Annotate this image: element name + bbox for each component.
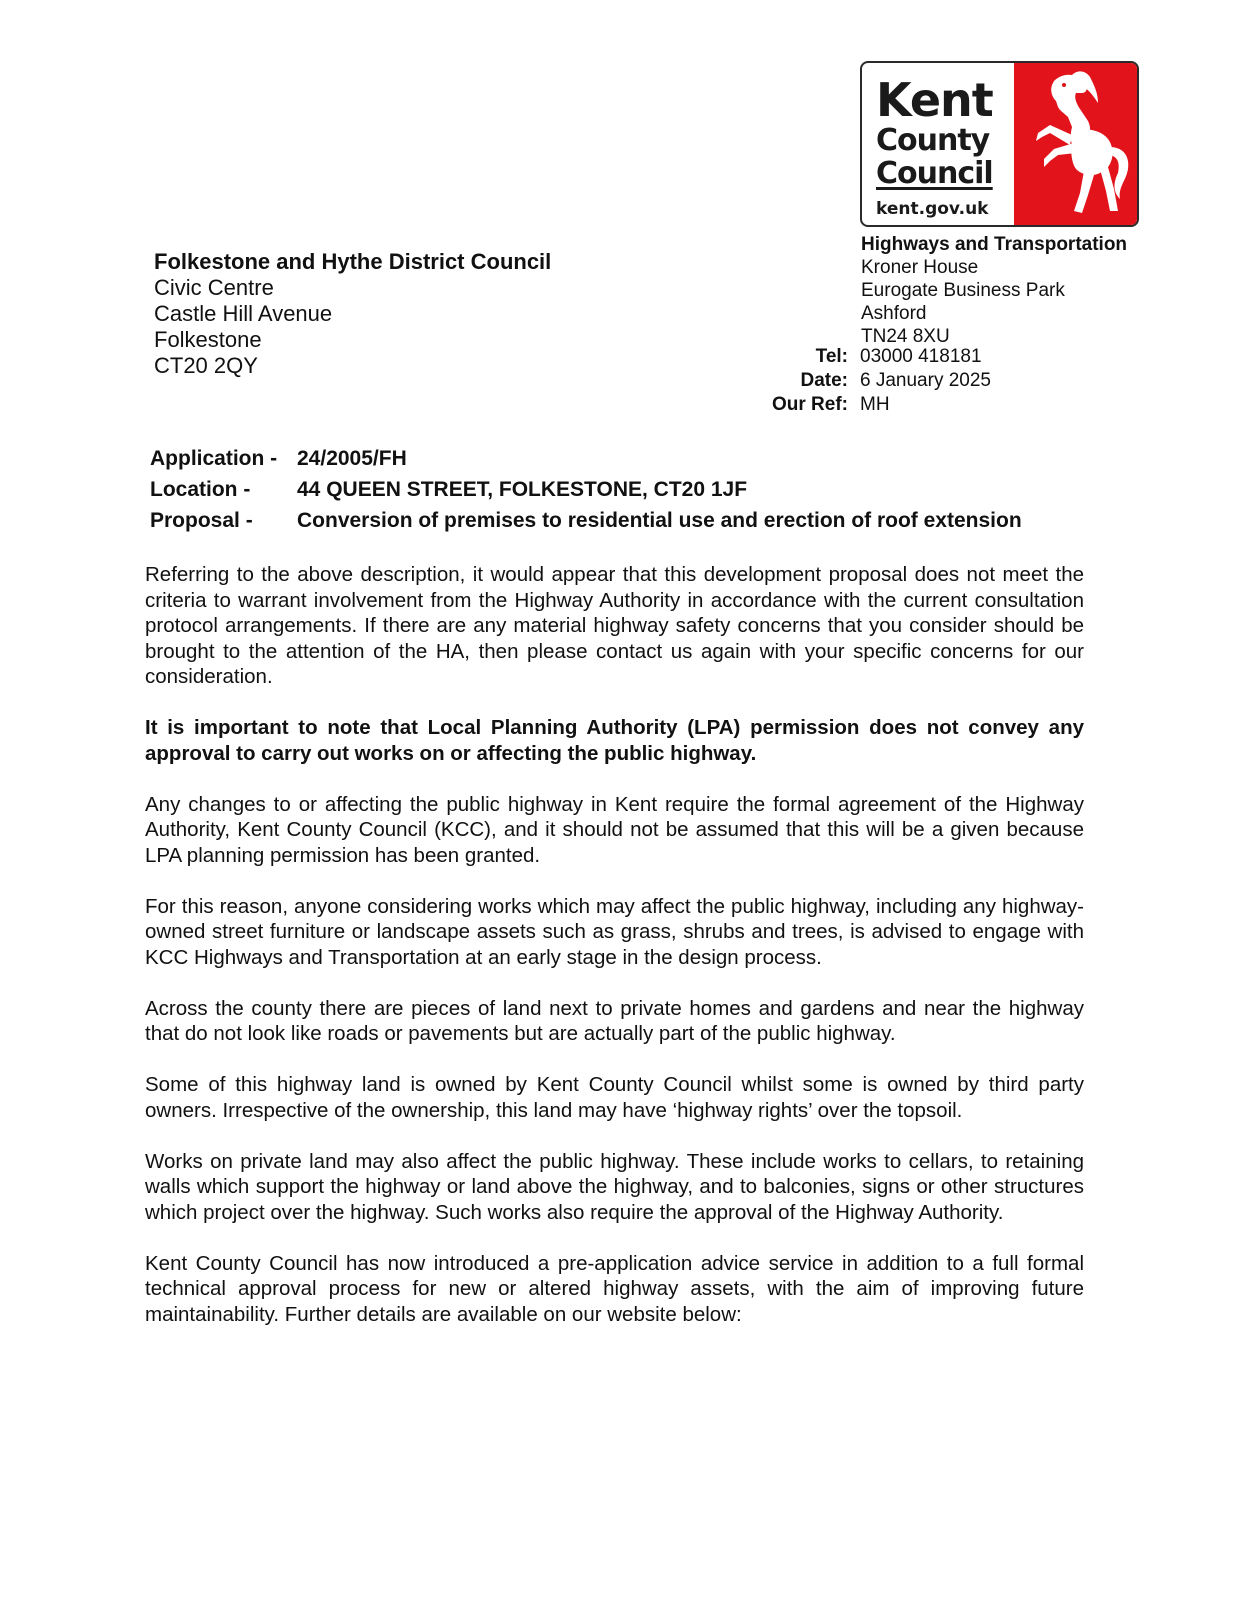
meta-ref — [700, 393, 1160, 417]
location-label: Location - — [150, 478, 251, 501]
body-paragraph: Across the county there are pieces of land next to private homes and gardens and near the highway that do not look like roads or pavements but are actually part of the public highway. — [145, 996, 1084, 1045]
body-paragraph: Kent County Council has now introduced a pre-application advice service in addition to a full formal technical approval process for new or altered highway assets, with the aim of improving future maintainability. Further details are available on our website below: — [145, 1251, 1084, 1326]
location-row — [150, 474, 1022, 505]
meta-value: 6 January 2025 — [860, 370, 991, 391]
sender-line: Ashford — [861, 303, 927, 324]
sender-line: Kroner House — [861, 257, 979, 278]
application-value: 24/2005/FH — [297, 447, 407, 470]
sender-address — [861, 233, 1127, 348]
recipient-line: Civic Centre — [154, 275, 274, 300]
proposal-value: Conversion of premises to residential use and erection of roof extension — [297, 509, 1022, 532]
location-value: 44 QUEEN STREET, FOLKESTONE, CT20 1JF — [297, 478, 748, 501]
meta-label: Tel: — [815, 346, 848, 367]
meta-date — [700, 369, 1160, 393]
meta-value: MH — [860, 394, 890, 415]
logo-line-county: County — [876, 123, 990, 158]
meta-value: 03000 418181 — [860, 346, 982, 367]
application-details — [150, 443, 1022, 536]
proposal-label: Proposal - — [150, 509, 253, 532]
body-paragraph: Works on private land may also affect the public highway. These include works to cellars, to retaining walls which support the highway or land above the highway, and to balconies, signs or other structures which project over the highway. Such works also require the approval of the Highway Authority. — [145, 1149, 1084, 1224]
body-paragraph: Referring to the above description, it would appear that this development proposal does not meet the criteria to warrant involvement from the Highway Authority in accordance with the current consultation protocol arrangements. If there are any material highway safety concerns that you consider should be brought to the attention of the HA, then please contact us again with your specific concerns for our consideration. — [145, 563, 1084, 688]
sender-line: Eurogate Business Park — [861, 280, 1065, 301]
recipient-line: CT20 2QY — [154, 353, 258, 378]
recipient-line: Folkestone — [154, 327, 262, 352]
invicta-horse-icon — [1014, 63, 1139, 225]
body-paragraph: Any changes to or affecting the public highway in Kent require the formal agreement of the Highway Authority, Kent County Council (KCC), and it should not be assumed that this will be a given because LPA planning permission has been granted. — [145, 792, 1084, 867]
application-row — [150, 443, 1022, 474]
proposal-row — [150, 505, 1022, 536]
application-label: Application - — [150, 447, 278, 470]
sender-department: Highways and Transportation — [861, 234, 1128, 255]
logo-line-council: Council — [876, 156, 993, 191]
recipient-line: Castle Hill Avenue — [154, 301, 333, 326]
meta-tel — [700, 345, 1160, 369]
logo-wordmark — [876, 73, 996, 219]
letter-meta — [700, 345, 1160, 417]
recipient-name: Folkestone and Hythe District Council — [154, 249, 552, 274]
meta-label: Date: — [800, 370, 848, 391]
important-note-paragraph: It is important to note that Local Planning Authority (LPA) permission does not convey any approval to carry out works on or affecting the public highway. — [145, 716, 1084, 765]
kcc-logo — [860, 61, 1139, 227]
logo-line-kent: Kent — [876, 73, 993, 127]
sender-line: TN24 8XU — [861, 326, 950, 347]
logo-url: kent.gov.uk — [876, 199, 989, 219]
body-paragraph: For this reason, anyone considering works which may affect the public highway, including any highway-owned street furniture or landscape assets such as grass, shrubs and trees, is advised to engage with KCC Highways and Transportation at an early stage in the design process. — [145, 894, 1084, 969]
body-paragraph: Some of this highway land is owned by Kent County Council whilst some is owned by third party owners. Irrespective of the ownership, this land may have ‘highway rights’ over the topsoil. — [145, 1073, 1084, 1122]
letter-body — [145, 562, 1084, 1353]
recipient-address — [154, 249, 551, 379]
meta-label: Our Ref: — [772, 394, 848, 415]
